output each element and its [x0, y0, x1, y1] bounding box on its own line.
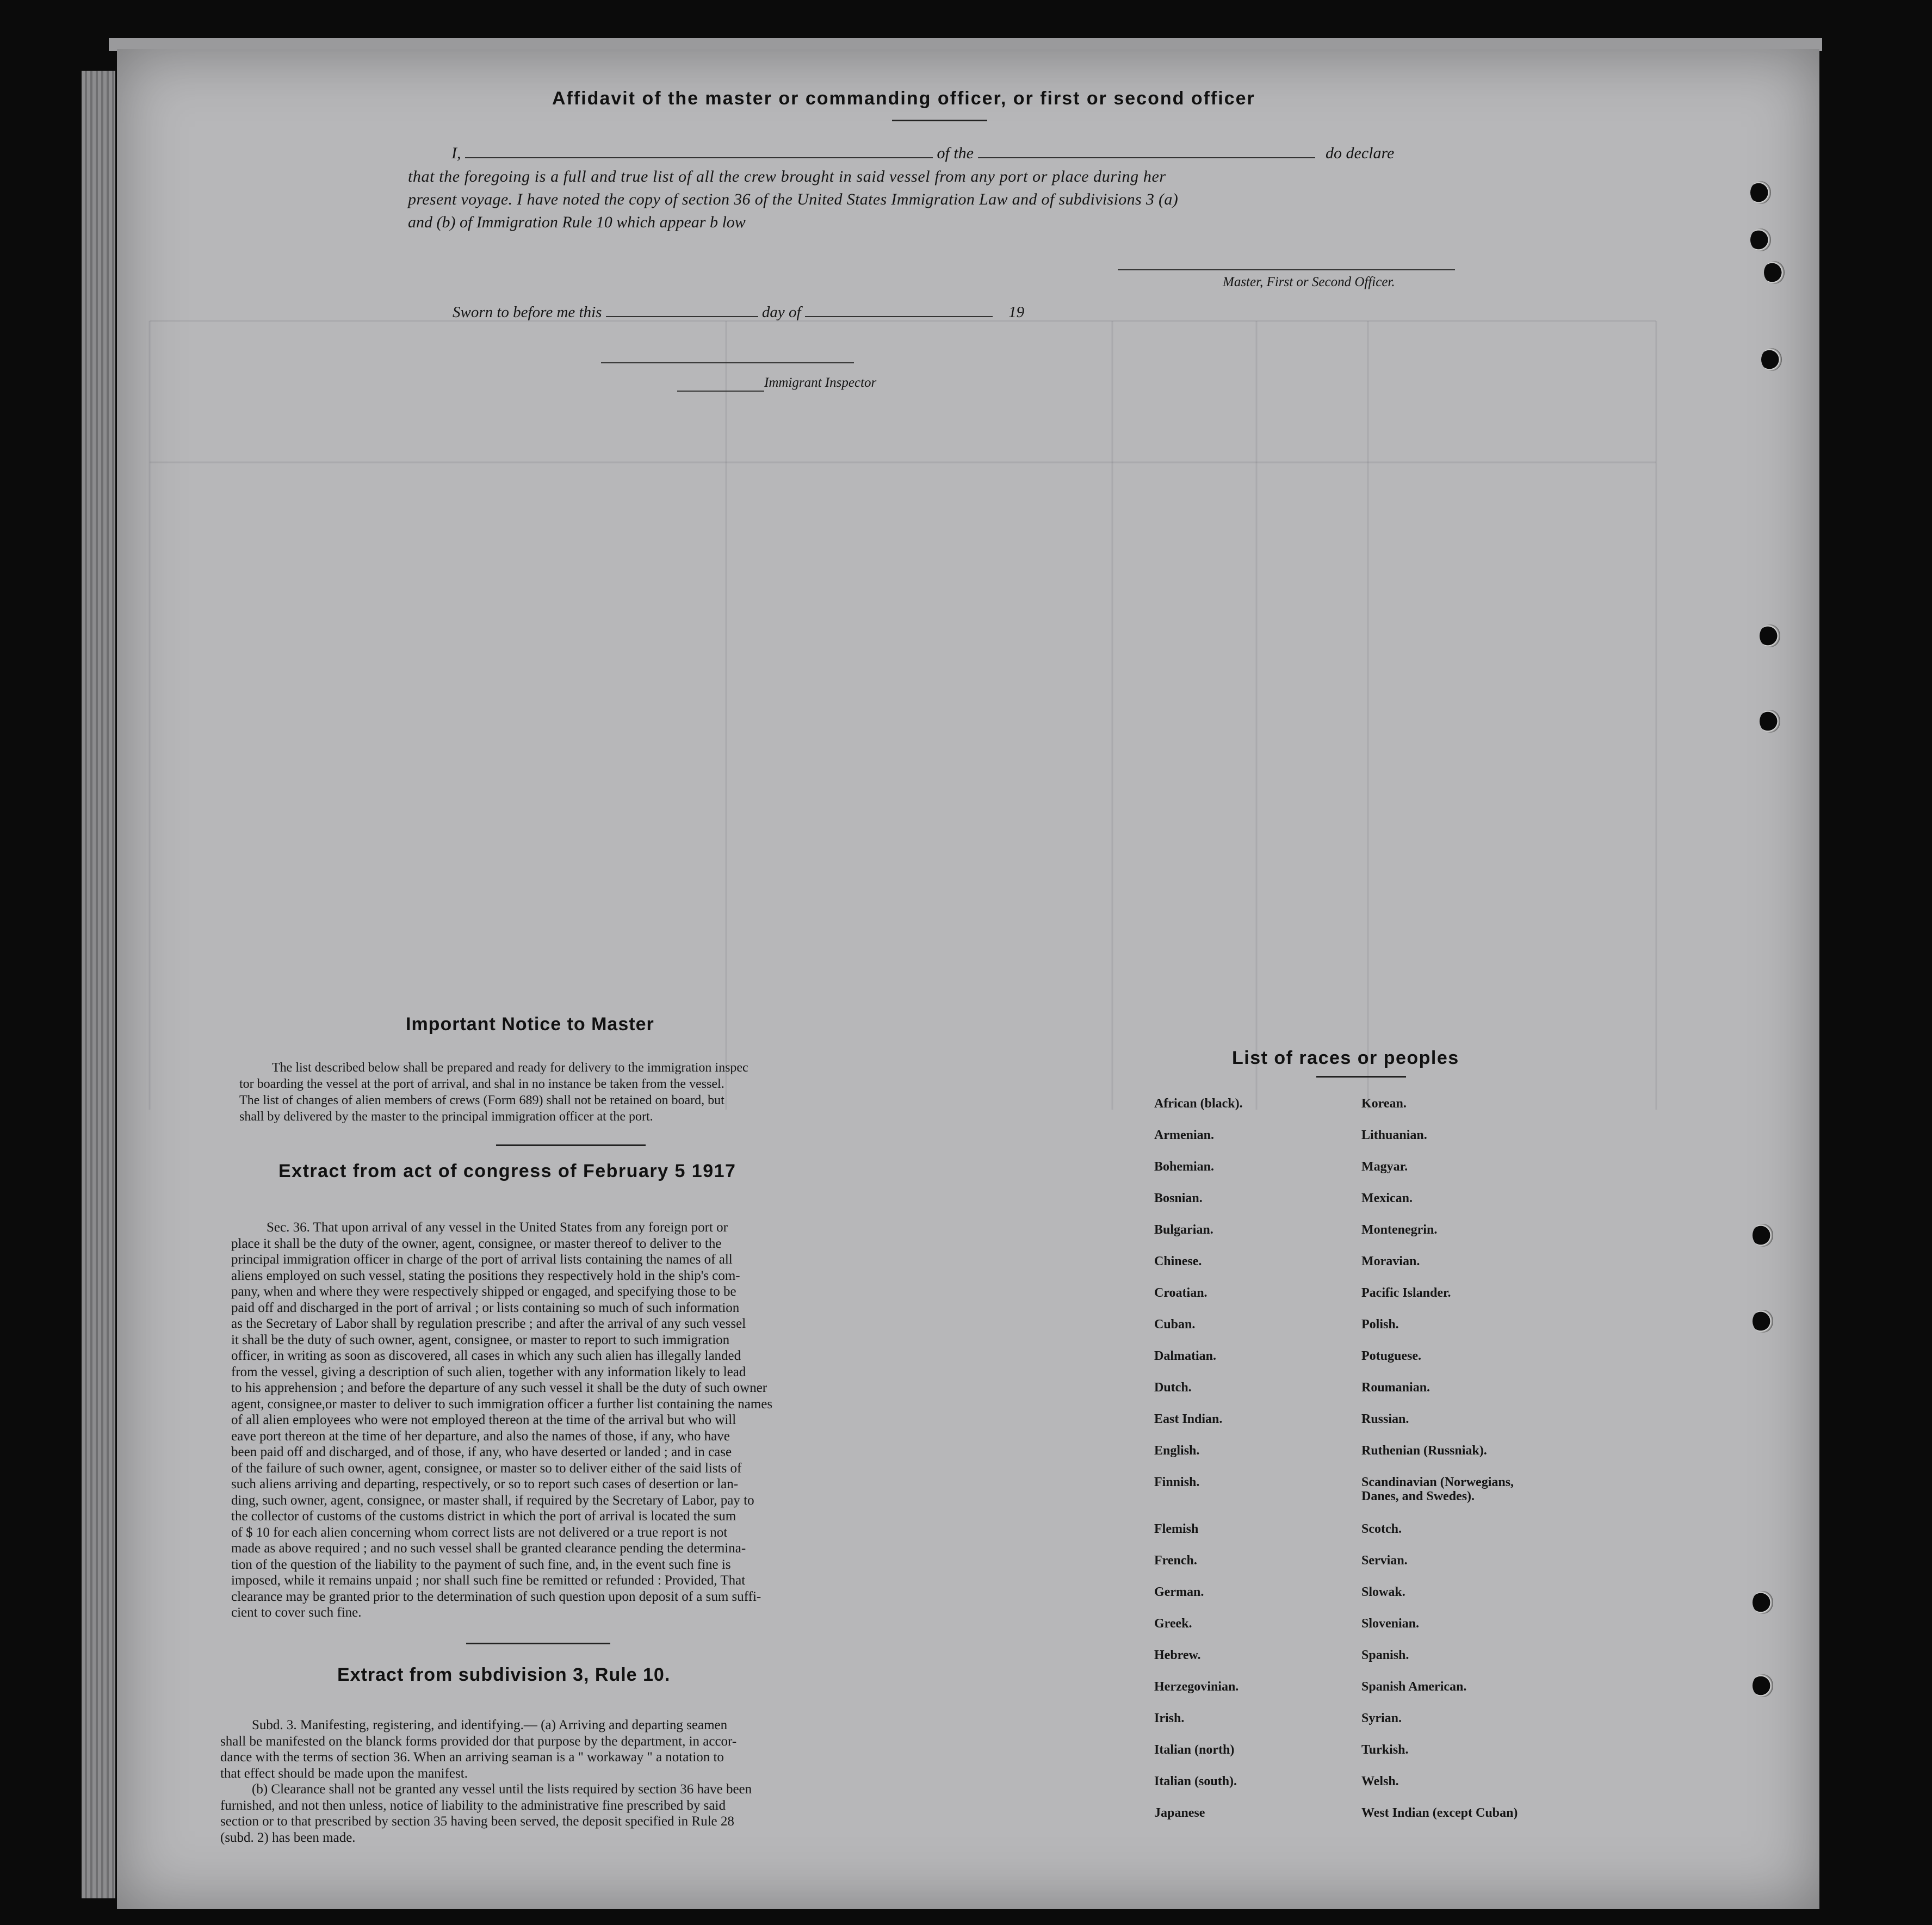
punch-hole — [1750, 228, 1771, 251]
notice-line-3: The list of changes of alien members of crews (Form 689) shall not be retained on board, but — [239, 1093, 725, 1107]
punch-hole — [1760, 624, 1780, 647]
race-item: Slovenian. — [1361, 1617, 1420, 1631]
master-signature-label: Master, First or Second Officer. — [1223, 275, 1395, 289]
affidavit-line-2: that the foregoing is a full and true list of all the crew brought in said vessel from any port or place during her — [408, 168, 1166, 185]
act-line: paid off and discharged in the port of arrival ; or lists containing so much of such information — [231, 1300, 740, 1315]
rule-line: furnished, and not then unless, notice of liability to the administrative fine prescribed by said — [220, 1798, 726, 1813]
race-item: English. — [1154, 1444, 1200, 1458]
races-title: List of races or peoples — [1232, 1048, 1459, 1068]
rule-body — [220, 1717, 849, 1846]
race-item: Japanese — [1154, 1806, 1205, 1820]
year-prefix: 19 — [1008, 304, 1025, 321]
affidavit-line-1 — [451, 144, 1394, 163]
act-line: eave port thereon at the time of her departure, and also the names of those, if any, who have — [231, 1428, 730, 1444]
stacked-page-edges — [82, 71, 115, 1898]
act-line: been paid off and discharged, and of those, if any, who have deserted or landed ; and in case — [231, 1445, 732, 1459]
races-title-rule — [1316, 1076, 1406, 1078]
act-line: Sec. 36. That upon arrival of any vessel in the United States from any foreign port or — [267, 1220, 728, 1235]
race-item: Welsh. — [1361, 1774, 1399, 1788]
act-line: agent, consignee,or master to deliver to such immigration officer a further list containing the names — [231, 1396, 773, 1412]
master-signature-field[interactable] — [1118, 258, 1455, 270]
act-line: from the vessel, giving a description of such alien, together with any information likely to lead — [231, 1364, 746, 1379]
act-line: it shall be the duty of such owner, agent, consignee, or master to report to such immigration — [231, 1332, 730, 1347]
i-label: I, — [451, 144, 461, 162]
race-item: Bosnian. — [1154, 1191, 1203, 1205]
rule-title: Extract from subdivision 3, Rule 10. — [337, 1664, 671, 1685]
act-body — [231, 1220, 857, 1621]
act-line: of all alien employees who were not employed thereon at the time of the arrival but who will — [231, 1413, 736, 1427]
race-item: Turkish. — [1361, 1743, 1409, 1757]
affidavit-title: Affidavit of the master or commanding officer, or first or second officer — [552, 88, 1255, 109]
affidavit-line-4: and (b) of Immigration Rule 10 which appear b low — [408, 213, 746, 231]
race-item: Croatian. — [1154, 1286, 1208, 1300]
inspector-label: Immigrant Inspector — [764, 375, 877, 390]
act-line: place it shall be the duty of the owner, agent, consignee, or master thereof to deliver to the — [231, 1236, 722, 1251]
notice-line-1: The list described below shall be prepared and ready for delivery to the immigration inspec — [272, 1061, 748, 1075]
notice-rule — [496, 1144, 646, 1146]
race-item: Bulgarian. — [1154, 1223, 1213, 1237]
act-line: cient to cover such fine. — [231, 1605, 362, 1620]
act-line: such aliens arriving and departing, respectively, or so to report such cases of desertion or lan- — [231, 1477, 739, 1491]
race-item: Herzegovinian. — [1154, 1680, 1239, 1694]
race-item: Italian (south). — [1154, 1774, 1237, 1788]
notice-body — [239, 1060, 859, 1125]
manifest-back-page — [117, 49, 1819, 1909]
race-item: Irish. — [1154, 1711, 1185, 1725]
act-line: ding, such owner, agent, consignee, or master shall, if required by the Secretary of Labor, pay to — [231, 1493, 754, 1508]
rule-line: (b) Clearance shall not be granted any vessel until the lists required by section 36 have been — [252, 1782, 752, 1797]
affidavit-line-3: present voyage. I have noted the copy of section 36 of the United States Immigration Law and of subdivisions 3 (a) — [408, 190, 1179, 208]
inspector-signature-field[interactable] — [601, 352, 854, 363]
inspector-signature-field-short[interactable] — [677, 381, 764, 392]
act-line: made as above required ; and no such vessel shall be granted clearance pending the determina- — [231, 1541, 746, 1556]
race-item: Flemish — [1154, 1522, 1199, 1536]
act-line: of the failure of such owner, agent, consignee, or master so to deliver either of the said lists of — [231, 1460, 742, 1476]
race-item: Pacific Islander. — [1361, 1286, 1451, 1300]
race-item: Roumanian. — [1361, 1381, 1431, 1395]
race-item: Greek. — [1154, 1617, 1192, 1631]
act-rule — [466, 1643, 610, 1644]
race-item: Magyar. — [1361, 1160, 1408, 1174]
race-item: Korean. — [1361, 1097, 1407, 1111]
notice-title: Important Notice to Master — [406, 1014, 654, 1035]
act-line: pany, when and where they were respectively shipped or engaged, and specifying those to be — [231, 1284, 736, 1299]
sworn-label: Sworn to before me this — [453, 304, 602, 321]
punch-hole — [1760, 710, 1780, 733]
race-item: Hebrew. — [1154, 1648, 1201, 1662]
rule-line: (subd. 2) has been made. — [220, 1830, 356, 1845]
punch-hole — [1750, 181, 1771, 204]
race-item: Slowak. — [1361, 1585, 1405, 1599]
race-item: Lithuanian. — [1361, 1128, 1427, 1142]
race-item: Scotch. — [1361, 1522, 1402, 1536]
punch-hole — [1753, 1224, 1773, 1247]
punch-hole — [1753, 1310, 1773, 1333]
punch-hole — [1753, 1674, 1773, 1697]
of-the-label: of the — [937, 144, 974, 162]
race-item: West Indian (except Cuban) — [1361, 1806, 1518, 1820]
race-item: Armenian. — [1154, 1128, 1214, 1142]
punch-hole — [1764, 261, 1785, 284]
act-line: clearance may be granted prior to the determination of such question upon deposit of a sum suffi- — [231, 1589, 761, 1604]
race-item: Syrian. — [1361, 1711, 1402, 1725]
affidavit-title-rule — [892, 120, 987, 121]
race-item: East Indian. — [1154, 1412, 1223, 1426]
race-item: Scandinavian (Norwegians, Danes, and Swedes). — [1361, 1475, 1514, 1503]
race-item: Russian. — [1361, 1412, 1409, 1426]
race-item: German. — [1154, 1585, 1204, 1599]
race-item: Chinese. — [1154, 1254, 1202, 1268]
do-declare-label: do declare — [1326, 144, 1395, 162]
act-line: of $ 10 for each alien concerning whom correct lists are not delivered or a true report is not — [231, 1525, 728, 1540]
act-line: aliens employed on such vessel, stating the positions they respectively hold in the ship's com- — [231, 1268, 740, 1283]
race-item: Mexican. — [1361, 1191, 1413, 1205]
notice-line-2: tor boarding the vessel at the port of arrival, and shal in no instance be taken from the vessel. — [239, 1077, 725, 1091]
punch-hole — [1761, 348, 1782, 371]
race-item: Italian (north) — [1154, 1743, 1235, 1757]
act-line: to his apprehension ; and before the departure of any such vessel it shall be the duty of such owner — [231, 1381, 767, 1395]
race-item: Spanish. — [1361, 1648, 1409, 1662]
rule-line: that effect should be made upon the manifest. — [220, 1766, 468, 1781]
sworn-day-field[interactable] — [606, 316, 758, 317]
race-item: French. — [1154, 1553, 1197, 1568]
race-item: Polish. — [1361, 1317, 1399, 1332]
act-line: imposed, while it remains unpaid ; nor shall such fine be remitted or refunded : Provided, That — [231, 1573, 746, 1588]
show-through-grid — [117, 49, 1819, 1909]
day-of-label: day of — [761, 304, 801, 321]
race-item: Potuguese. — [1361, 1349, 1421, 1363]
punch-hole — [1753, 1591, 1773, 1614]
race-item: Bohemian. — [1154, 1160, 1215, 1174]
notice-line-4: shall by delivered by the master to the principal immigration officer at the port. — [239, 1110, 653, 1124]
race-item: Cuban. — [1154, 1317, 1196, 1332]
rule-line: dance with the terms of section 36. When an arriving seaman is a " workaway " a notation to — [220, 1750, 724, 1765]
rule-line: shall be manifested on the blanck forms provided dor that purpose by the department, in accor- — [220, 1734, 737, 1749]
race-item: Montenegrin. — [1361, 1223, 1438, 1237]
race-item: Moravian. — [1361, 1254, 1420, 1268]
master-name-field[interactable] — [465, 157, 933, 158]
race-item: Dalmatian. — [1154, 1349, 1216, 1363]
act-line: principal immigration officer in charge of the port of arrival lists containing the names of all — [231, 1252, 733, 1267]
race-item: Dutch. — [1154, 1381, 1192, 1395]
rule-line: Subd. 3. Manifesting, registering, and identifying.— (a) Arriving and departing seamen — [252, 1718, 728, 1732]
act-line: officer, in writing as soon as discovered, all cases in which any such alien has illegally landed — [231, 1348, 741, 1363]
sworn-month-field[interactable] — [805, 316, 993, 317]
act-title: Extract from act of congress of February 5 1917 — [278, 1161, 736, 1181]
act-line: as the Secretary of Labor shall by regulation prescribe ; and after the arrival of any such vessel — [231, 1316, 746, 1331]
rule-line: section or to that prescribed by section 35 having been served, the deposit specified in Rule 28 — [220, 1814, 734, 1829]
sworn-line — [453, 304, 1024, 321]
act-line: tion of the question of the liability to the payment of such fine, and, in the event such fine is — [231, 1557, 731, 1572]
race-item: Ruthenian (Russniak). — [1361, 1444, 1487, 1458]
vessel-name-field[interactable] — [978, 157, 1315, 158]
race-item: Servian. — [1361, 1553, 1408, 1568]
race-item: Spanish American. — [1361, 1680, 1467, 1694]
race-item: Finnish. — [1154, 1475, 1200, 1489]
act-line: the collector of customs of the customs district in which the port of arrival is located the sum — [231, 1509, 736, 1524]
race-item: African (black). — [1154, 1097, 1243, 1111]
